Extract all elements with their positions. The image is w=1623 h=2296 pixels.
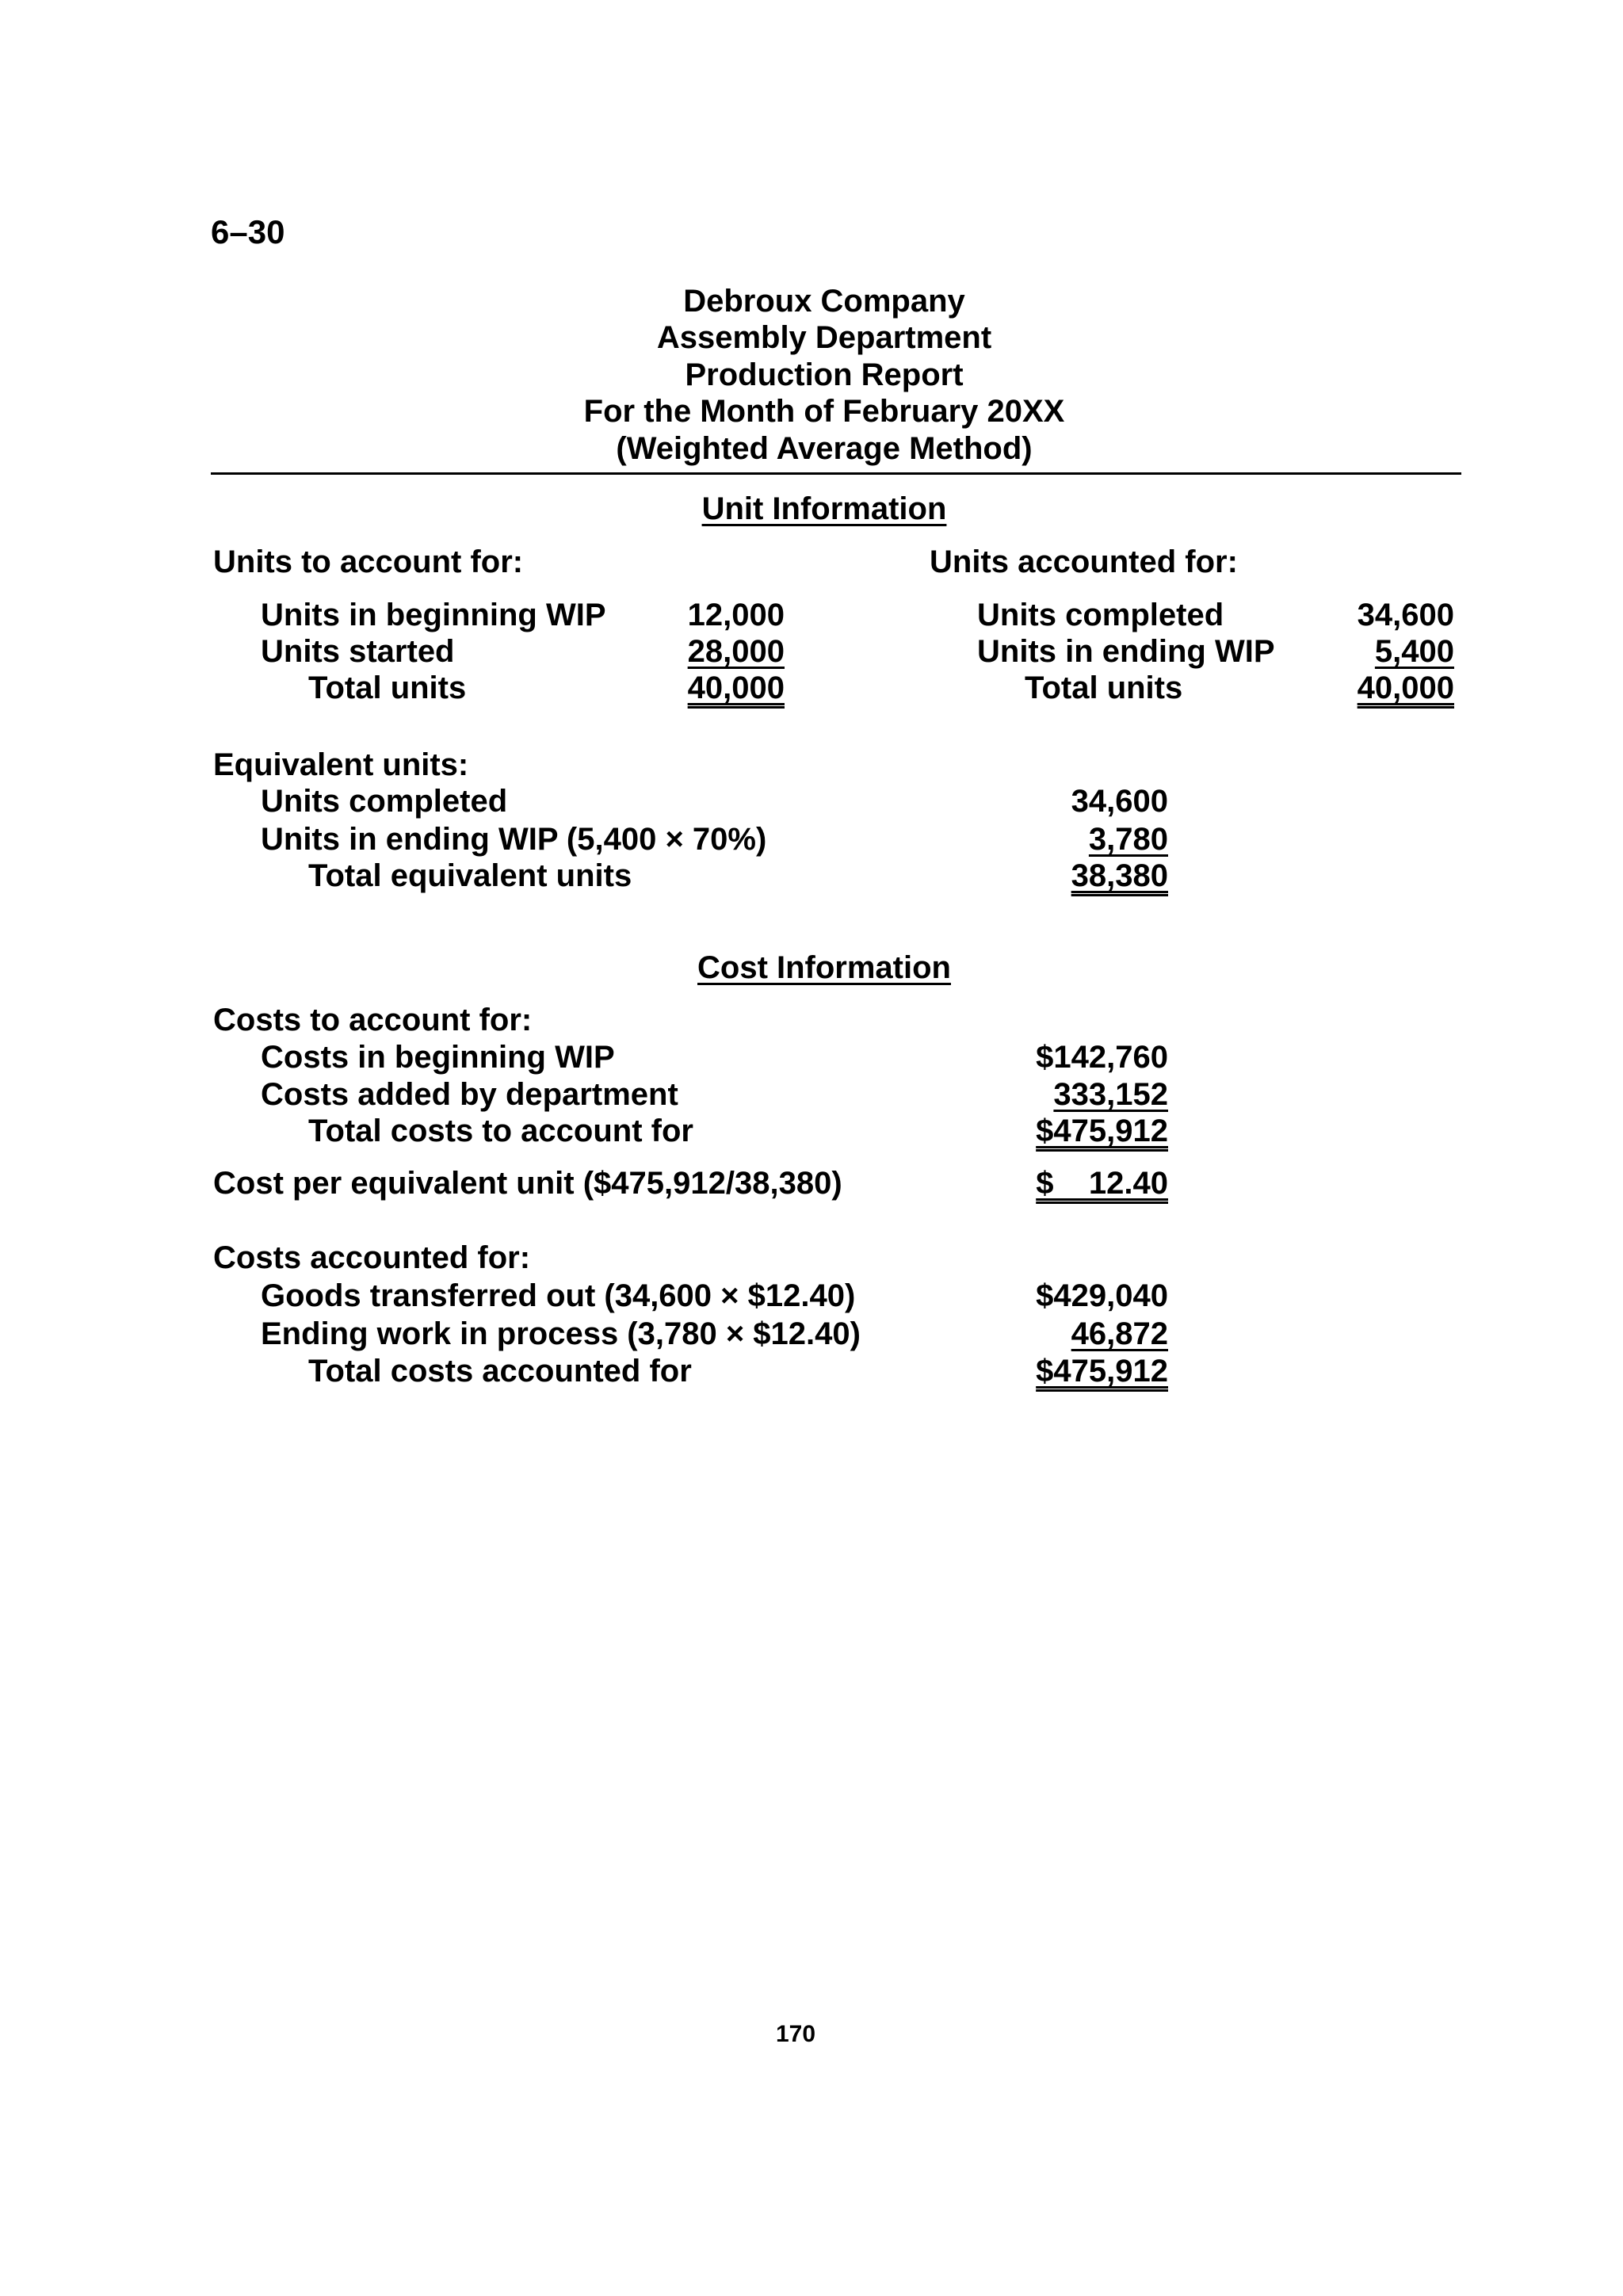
costs-added-value: 333,152 <box>1053 1077 1168 1112</box>
costs-beginning-wip-label: Costs in beginning WIP <box>261 1040 615 1075</box>
report-title: Production Report <box>685 357 964 392</box>
units-to-account-label: Units to account for: <box>213 544 524 579</box>
eq-units-completed-label: Units completed <box>261 784 508 819</box>
total-units-accounted-label: Total units <box>1025 670 1183 705</box>
total-units-accounted-value: 40,000 <box>1357 670 1454 705</box>
cost-per-equivalent-unit-value: $ 12.40 <box>1036 1166 1168 1201</box>
units-ending-wip-value: 5,400 <box>1374 634 1454 669</box>
costs-to-account-label: Costs to account for: <box>213 1003 533 1037</box>
report-period: For the Month of February 20XX <box>583 394 1065 429</box>
costs-added-label: Costs added by department <box>261 1077 678 1112</box>
units-beginning-wip-value: 12,000 <box>687 598 785 632</box>
units-accounted-label: Units accounted for: <box>930 544 1238 579</box>
units-completed-value: 34,600 <box>1357 598 1454 632</box>
eq-units-completed-value: 34,600 <box>1071 784 1168 819</box>
units-ending-wip-label: Units in ending WIP <box>977 634 1275 669</box>
header-rule <box>211 472 1461 475</box>
total-costs-to-account-value: $475,912 <box>1036 1114 1168 1148</box>
units-started-value: 28,000 <box>687 634 785 669</box>
unit-information-heading: Unit Information <box>701 491 947 526</box>
total-units-label: Total units <box>308 670 467 705</box>
units-completed-label: Units completed <box>977 598 1224 632</box>
eq-units-ending-wip-label: Units in ending WIP (5,400 × 70%) <box>261 822 767 857</box>
total-equivalent-units-value: 38,380 <box>1071 858 1168 893</box>
goods-transferred-label: Goods transferred out (34,600 × $12.40) <box>261 1278 856 1313</box>
costs-accounted-label: Costs accounted for: <box>213 1240 531 1275</box>
total-equivalent-units-label: Total equivalent units <box>308 858 632 893</box>
ending-wip-cost-label: Ending work in process (3,780 × $12.40) <box>261 1316 861 1351</box>
problem-number: 6–30 <box>211 213 285 250</box>
cost-information-heading: Cost Information <box>697 950 951 985</box>
cost-per-equivalent-unit-label: Cost per equivalent unit ($475,912/38,380) <box>213 1166 842 1201</box>
company-name: Debroux Company <box>683 284 965 319</box>
total-costs-to-account-label: Total costs to account for <box>308 1114 693 1148</box>
goods-transferred-value: $429,040 <box>1036 1278 1168 1313</box>
page-number: 170 <box>775 2021 816 2047</box>
costs-beginning-wip-value: $142,760 <box>1036 1040 1168 1075</box>
department-name: Assembly Department <box>656 320 992 355</box>
report-method: (Weighted Average Method) <box>616 431 1033 466</box>
total-costs-accounted-value: $475,912 <box>1036 1354 1168 1389</box>
total-units-value: 40,000 <box>687 670 785 705</box>
total-costs-accounted-label: Total costs accounted for <box>308 1354 692 1389</box>
units-started-label: Units started <box>261 634 455 669</box>
units-beginning-wip-label: Units in beginning WIP <box>261 598 606 632</box>
ending-wip-cost-value: 46,872 <box>1071 1316 1168 1351</box>
eq-units-ending-wip-value: 3,780 <box>1088 822 1168 857</box>
equivalent-units-label: Equivalent units: <box>213 747 469 782</box>
